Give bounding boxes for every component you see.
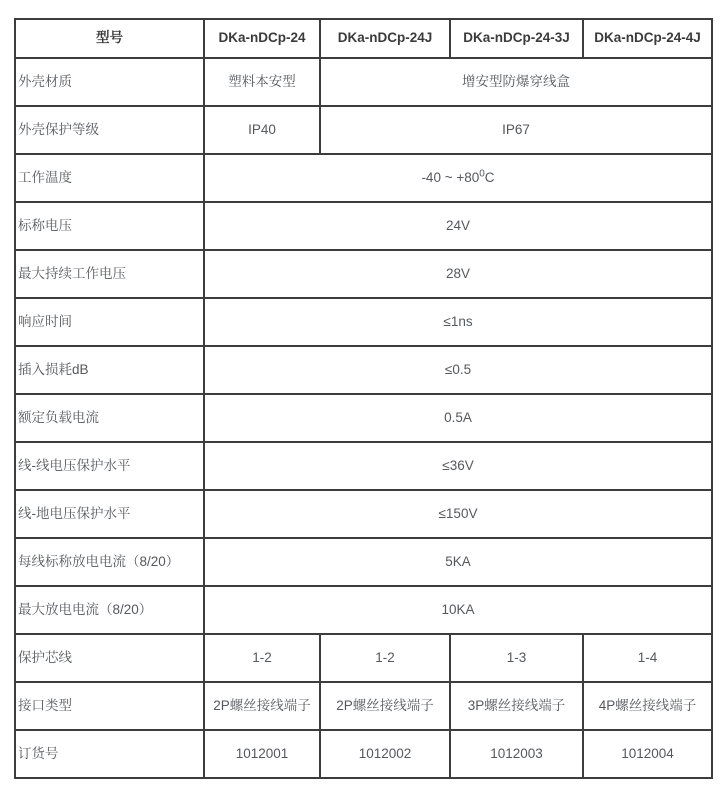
row-label-cell: 工作温度	[15, 154, 204, 202]
value-cell: 增安型防爆穿线盒	[320, 58, 712, 106]
spec-table	[14, 18, 713, 779]
row-label-cell: 线-地电压保护水平	[15, 490, 204, 538]
header-model-1: DKa-nDCp-24	[204, 19, 320, 58]
value-cell: 1-3	[450, 634, 583, 682]
row-label-cell: 接口类型	[15, 682, 204, 730]
table-row	[15, 106, 712, 154]
row-label-cell: 响应时间	[15, 298, 204, 346]
value-cell: ≤36V	[204, 442, 712, 490]
table-row	[15, 442, 712, 490]
value-cell: ≤0.5	[204, 346, 712, 394]
table-row	[15, 250, 712, 298]
row-label-cell: 每线标称放电电流（8/20）	[15, 538, 204, 586]
header-row	[15, 19, 712, 58]
value-cell: 2P螺丝接线端子	[320, 682, 450, 730]
value-cell: 4P螺丝接线端子	[583, 682, 712, 730]
row-label-cell: 最大持续工作电压	[15, 250, 204, 298]
value-cell: 塑料本安型	[204, 58, 320, 106]
value-cell: 2P螺丝接线端子	[204, 682, 320, 730]
value-cell: 1-2	[320, 634, 450, 682]
value-cell: 10KA	[204, 586, 712, 634]
value-cell: IP40	[204, 106, 320, 154]
value-cell: 0.5A	[204, 394, 712, 442]
table-row	[15, 154, 712, 202]
value-cell: 1012002	[320, 730, 450, 778]
row-label-cell: 外壳保护等级	[15, 106, 204, 154]
value-cell: 1012004	[583, 730, 712, 778]
header-model-3: DKa-nDCp-24-3J	[450, 19, 583, 58]
spec-table-body	[15, 58, 712, 778]
row-label-cell: 插入损耗dB	[15, 346, 204, 394]
value-cell: 1-4	[583, 634, 712, 682]
value-cell: ≤1ns	[204, 298, 712, 346]
table-row	[15, 394, 712, 442]
value-cell: 24V	[204, 202, 712, 250]
row-label-cell: 标称电压	[15, 202, 204, 250]
value-cell: 1-2	[204, 634, 320, 682]
value-cell: 1012003	[450, 730, 583, 778]
table-row	[15, 586, 712, 634]
table-row	[15, 682, 712, 730]
value-cell: 5KA	[204, 538, 712, 586]
table-row	[15, 202, 712, 250]
value-cell: 28V	[204, 250, 712, 298]
header-model-2: DKa-nDCp-24J	[320, 19, 450, 58]
row-label-cell: 订货号	[15, 730, 204, 778]
table-row	[15, 490, 712, 538]
table-row	[15, 298, 712, 346]
value-cell: 3P螺丝接线端子	[450, 682, 583, 730]
row-label-cell: 保护芯线	[15, 634, 204, 682]
value-cell: 1012001	[204, 730, 320, 778]
value-cell: IP67	[320, 106, 712, 154]
value-cell: ≤150V	[204, 490, 712, 538]
header-model-4: DKa-nDCp-24-4J	[583, 19, 712, 58]
table-row	[15, 634, 712, 682]
table-row	[15, 538, 712, 586]
table-row	[15, 58, 712, 106]
header-model-label: 型号	[15, 19, 204, 58]
row-label-cell: 额定负载电流	[15, 394, 204, 442]
row-label-cell: 线-线电压保护水平	[15, 442, 204, 490]
value-cell: -40 ~ $+80^0C$	[204, 154, 712, 202]
superscript: 0	[479, 168, 485, 180]
spec-table-header	[15, 19, 712, 58]
table-row	[15, 730, 712, 778]
row-label-cell: 外壳材质	[15, 58, 204, 106]
table-row	[15, 346, 712, 394]
row-label-cell: 最大放电电流（8/20）	[15, 586, 204, 634]
